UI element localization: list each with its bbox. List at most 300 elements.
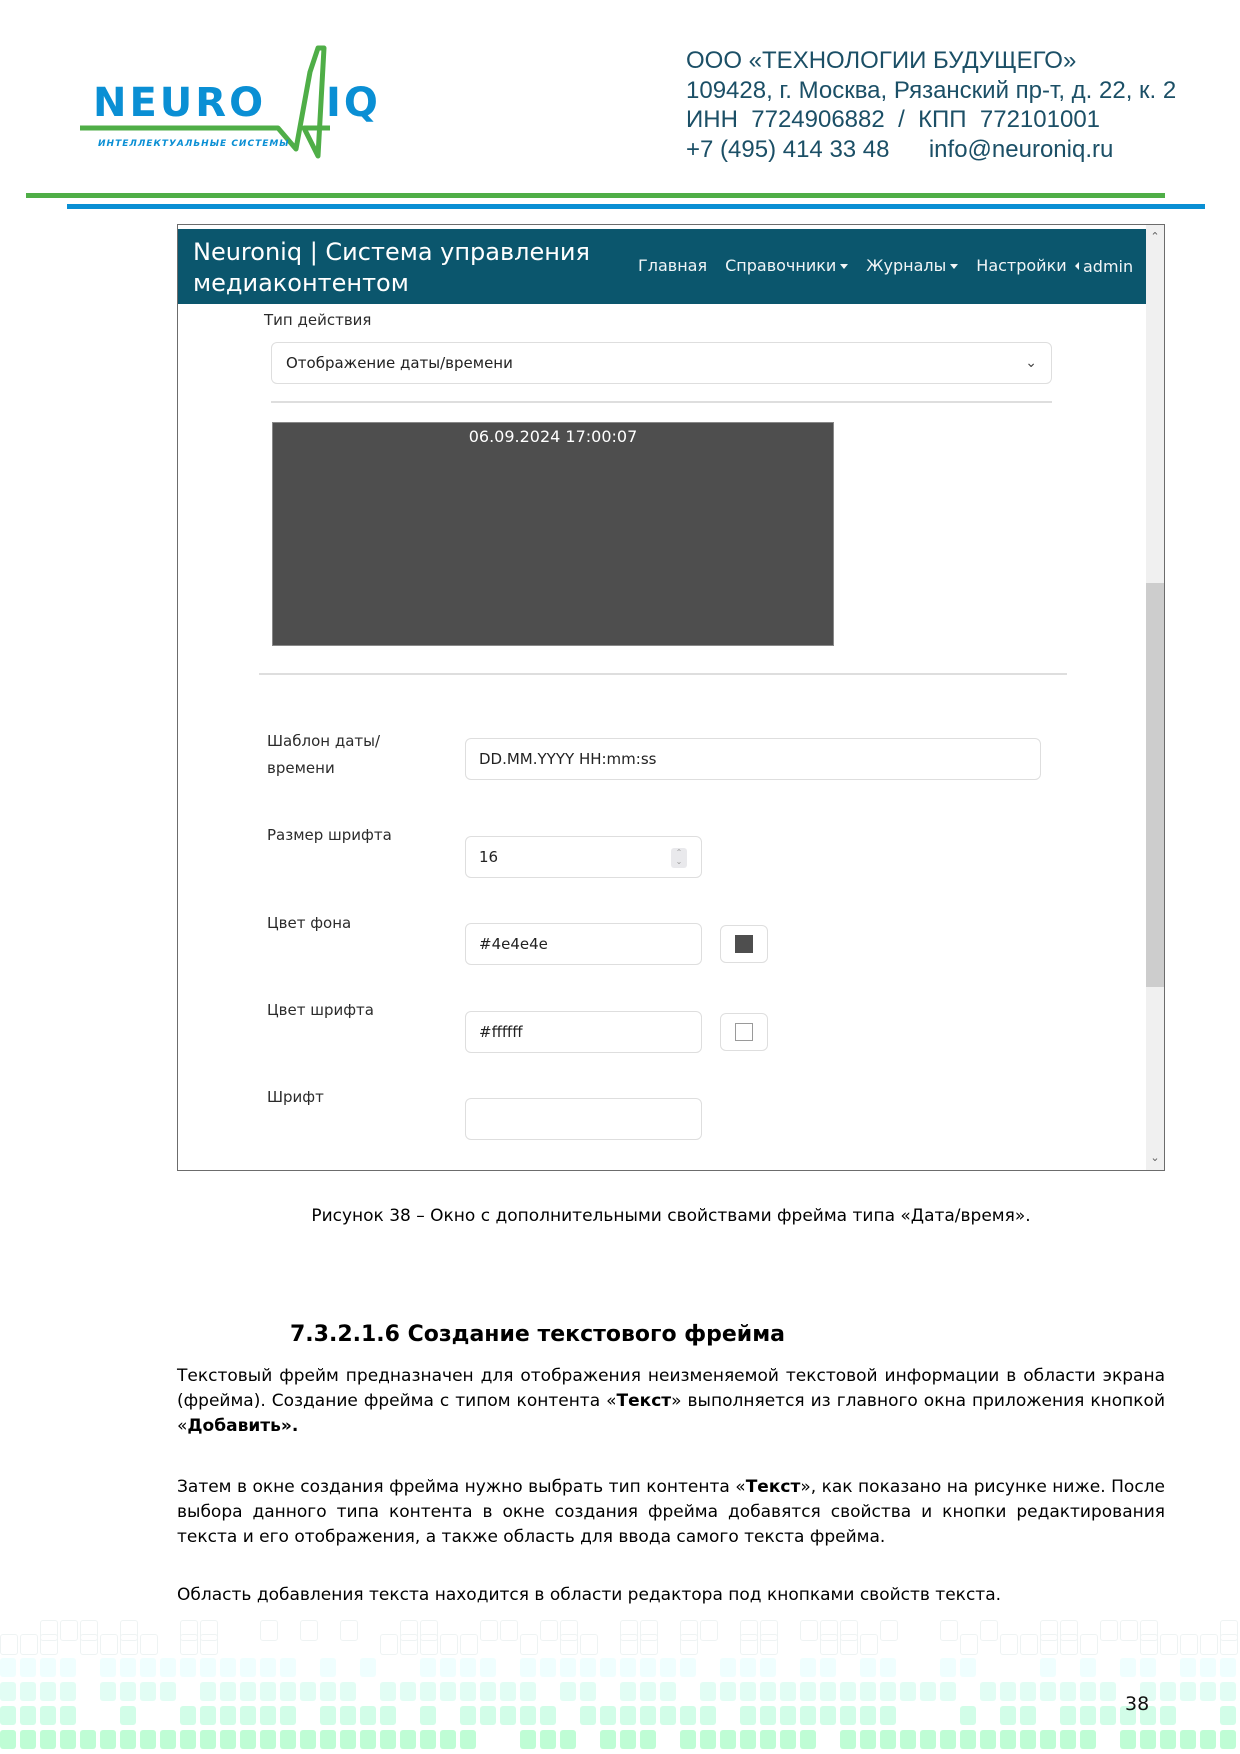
paragraph-1 xyxy=(177,1364,1165,1439)
app-title xyxy=(193,237,590,299)
footer-tile xyxy=(960,1706,976,1725)
footer-tile xyxy=(1040,1634,1058,1655)
footer-tile xyxy=(800,1620,818,1641)
footer-tile xyxy=(680,1634,698,1655)
footer-tile xyxy=(60,1620,78,1641)
footer-tile xyxy=(840,1634,858,1655)
footer-tile xyxy=(320,1706,336,1725)
footer-tile xyxy=(120,1682,136,1701)
footer-tile xyxy=(580,1706,596,1725)
footer-tile xyxy=(580,1658,596,1677)
company-contacts xyxy=(686,135,1176,165)
action-type-selected: Отображение даты/времени xyxy=(286,354,513,372)
footer-tile xyxy=(480,1620,498,1641)
footer-tile xyxy=(800,1730,816,1749)
footer-tile xyxy=(1120,1658,1136,1677)
footer-tile xyxy=(1200,1658,1216,1677)
footer-tile xyxy=(1160,1634,1178,1655)
footer-tile xyxy=(180,1634,198,1655)
footer-tile xyxy=(1060,1682,1076,1701)
footer-tile xyxy=(400,1634,418,1655)
text-run-bold: Текст xyxy=(745,1477,801,1497)
header-rule-green xyxy=(26,193,1165,198)
footer-tile xyxy=(1080,1706,1096,1725)
footer-tile xyxy=(0,1682,16,1701)
footer-tile xyxy=(780,1730,796,1749)
footer-tile xyxy=(760,1658,776,1677)
footer-tile xyxy=(20,1706,36,1725)
footer-tile xyxy=(300,1620,318,1641)
footer-tile xyxy=(340,1730,356,1749)
footer-tile xyxy=(80,1730,96,1749)
footer-tile xyxy=(220,1682,236,1701)
footer-tile xyxy=(40,1634,58,1655)
footer-tile xyxy=(520,1634,538,1655)
footer-tile xyxy=(720,1730,736,1749)
font-size-stepper[interactable] xyxy=(465,836,702,878)
footer-tile xyxy=(820,1706,836,1725)
bg-color-label: Цвет фона xyxy=(267,914,352,932)
footer-tile xyxy=(520,1730,536,1749)
footer-tile xyxy=(120,1634,138,1655)
footer-tile xyxy=(980,1730,996,1749)
footer-tile xyxy=(880,1620,898,1641)
footer-tile xyxy=(740,1706,756,1725)
footer-tile xyxy=(640,1730,656,1749)
footer-tile xyxy=(500,1620,518,1641)
footer-tile xyxy=(980,1620,998,1641)
footer-tile xyxy=(320,1730,336,1749)
nav-item-journals[interactable] xyxy=(866,256,958,275)
action-type-select[interactable] xyxy=(271,342,1052,384)
footer-tile xyxy=(280,1658,296,1677)
footer-tile xyxy=(380,1730,396,1749)
footer-tile xyxy=(1160,1730,1176,1749)
footer-tile xyxy=(440,1658,456,1677)
footer-tile xyxy=(480,1706,496,1725)
footer-tile xyxy=(680,1706,696,1725)
caret-down-icon xyxy=(950,264,958,269)
footer-tile xyxy=(720,1658,736,1677)
footer-tile xyxy=(620,1634,638,1655)
page-number: 38 xyxy=(1125,1693,1150,1715)
footer-tile xyxy=(1040,1658,1056,1677)
footer-tile xyxy=(620,1658,636,1677)
user-menu[interactable]: admin xyxy=(1083,257,1134,276)
footer-tile xyxy=(600,1706,616,1725)
footer-tile xyxy=(1220,1682,1236,1701)
footer-tile xyxy=(1200,1730,1216,1749)
footer-tile xyxy=(440,1682,456,1701)
footer-tile xyxy=(1220,1658,1236,1677)
footer-tile xyxy=(580,1634,598,1655)
footer-tile xyxy=(700,1682,716,1701)
footer-tile xyxy=(100,1634,118,1655)
footer-tile xyxy=(340,1620,358,1641)
nav-item-label: Настройки xyxy=(976,256,1067,275)
chevron-down-icon: ⌄ xyxy=(1025,355,1037,371)
header-rule-blue xyxy=(67,204,1205,209)
footer-tile xyxy=(580,1682,596,1701)
footer-tile xyxy=(680,1730,696,1749)
footer-tile xyxy=(640,1706,656,1725)
spin-buttons-icon[interactable]: ⌃ ⌄ xyxy=(671,848,687,868)
footer-tile xyxy=(160,1658,176,1677)
footer-tile xyxy=(680,1658,696,1677)
footer-tile xyxy=(200,1658,216,1677)
footer-tile xyxy=(380,1706,396,1725)
template-label-line1: Шаблон даты/ xyxy=(267,732,381,750)
footer-tile xyxy=(980,1682,996,1701)
bg-color-picker[interactable] xyxy=(720,925,768,963)
footer-tile xyxy=(1100,1620,1118,1641)
footer-tile xyxy=(1180,1730,1196,1749)
template-label xyxy=(267,728,380,782)
footer-tile xyxy=(400,1682,416,1701)
company-name: ООО «ТЕХНОЛОГИИ БУДУЩЕГО» xyxy=(686,47,1077,74)
footer-tile xyxy=(820,1658,836,1677)
scroll-up-icon[interactable]: ⌃ xyxy=(1150,230,1160,243)
footer-tile xyxy=(1120,1620,1138,1641)
footer-tile xyxy=(660,1706,676,1725)
footer-tile xyxy=(100,1730,116,1749)
footer-tile xyxy=(940,1730,956,1749)
footer-tile xyxy=(860,1730,876,1749)
footer-tile xyxy=(560,1682,576,1701)
font-color-input[interactable]: #ffffff xyxy=(465,1011,702,1053)
footer-tile xyxy=(640,1634,658,1655)
footer-tile xyxy=(460,1658,476,1677)
template-input[interactable]: DD.MM.YYYY HH:mm:ss xyxy=(465,738,1041,780)
nav-menu xyxy=(638,256,1087,275)
footer-tile xyxy=(460,1682,476,1701)
footer-tile xyxy=(240,1682,256,1701)
footer-tile xyxy=(860,1706,876,1725)
app-window xyxy=(177,224,1165,1171)
footer-tile xyxy=(1200,1634,1218,1655)
footer-tile xyxy=(740,1634,758,1655)
footer-tile xyxy=(920,1682,936,1701)
footer-tile xyxy=(1040,1682,1056,1701)
footer-tile xyxy=(420,1730,436,1749)
footer-tile xyxy=(540,1706,556,1725)
footer-tile xyxy=(1080,1730,1096,1749)
footer-tile xyxy=(1000,1730,1016,1749)
footer-tile xyxy=(0,1730,16,1749)
nav-item-label: Главная xyxy=(638,256,708,275)
scroll-down-icon[interactable]: ⌄ xyxy=(1150,1151,1160,1164)
footer-tile xyxy=(420,1682,436,1701)
paragraph-2 xyxy=(177,1475,1165,1550)
app-title-line2: медиаконтентом xyxy=(193,269,409,297)
footer-tile xyxy=(760,1682,776,1701)
footer-tile xyxy=(320,1658,336,1677)
footer-tile xyxy=(960,1658,976,1677)
footer-tile xyxy=(0,1634,18,1655)
footer-tile xyxy=(280,1706,296,1725)
footer-tile xyxy=(320,1682,336,1701)
scroll-thumb[interactable] xyxy=(1146,583,1164,987)
footer-tile xyxy=(120,1658,136,1677)
footer-tile xyxy=(880,1682,896,1701)
footer-tile xyxy=(120,1730,136,1749)
footer-tile xyxy=(640,1682,656,1701)
font-size-value: 16 xyxy=(479,848,499,866)
company-info xyxy=(686,46,1176,164)
footer-tile xyxy=(40,1658,56,1677)
footer-tile xyxy=(360,1658,376,1677)
footer-tile xyxy=(440,1730,456,1749)
color-swatch-dark xyxy=(735,935,753,953)
preview-datetime: 06.09.2024 17:00:07 xyxy=(468,427,638,446)
footer-tile xyxy=(940,1682,956,1701)
footer-tile xyxy=(200,1682,216,1701)
footer-tile xyxy=(140,1634,158,1655)
footer-tile xyxy=(220,1706,236,1725)
footer-tile xyxy=(1020,1706,1036,1725)
font-color-picker[interactable] xyxy=(720,1013,768,1051)
action-type-label: Тип действия xyxy=(264,311,372,329)
footer-tile xyxy=(700,1706,716,1725)
footer-tile xyxy=(1020,1730,1036,1749)
footer-tile xyxy=(60,1682,76,1701)
footer-tile xyxy=(1020,1634,1038,1655)
footer-tile xyxy=(1100,1706,1116,1725)
footer-tile xyxy=(820,1634,838,1655)
footer-tile xyxy=(240,1706,256,1725)
footer-tile xyxy=(480,1682,496,1701)
footer-tile xyxy=(1080,1682,1096,1701)
footer-tile xyxy=(620,1682,636,1701)
footer-tile xyxy=(260,1620,278,1641)
footer-tile xyxy=(460,1706,476,1725)
footer-tile xyxy=(1140,1658,1156,1677)
frame-preview xyxy=(272,422,834,646)
footer-tile xyxy=(1060,1634,1078,1655)
footer-tile xyxy=(140,1682,156,1701)
footer-tile xyxy=(0,1658,16,1677)
footer-tile xyxy=(920,1730,936,1749)
nav-item-references[interactable] xyxy=(725,256,848,275)
footer-tile xyxy=(880,1730,896,1749)
footer-tile xyxy=(760,1634,778,1655)
footer-tile xyxy=(860,1682,876,1701)
footer-tile xyxy=(160,1682,176,1701)
paragraph-3: Область добавления текста находится в области редактора под кнопками свойств текста. xyxy=(177,1585,1002,1605)
footer-tile xyxy=(1060,1730,1076,1749)
footer-tile xyxy=(540,1730,556,1749)
footer-tile xyxy=(740,1730,756,1749)
footer-tile xyxy=(340,1706,356,1725)
footer-tile xyxy=(1020,1682,1036,1701)
footer-tile xyxy=(840,1682,856,1701)
caret-down-icon xyxy=(840,264,848,269)
footer-tile xyxy=(780,1682,796,1701)
footer-tile xyxy=(260,1706,276,1725)
footer-tile xyxy=(460,1634,478,1655)
footer-tile xyxy=(20,1658,36,1677)
footer-tile xyxy=(960,1634,978,1655)
footer-tile xyxy=(20,1682,36,1701)
footer-tile xyxy=(200,1706,216,1725)
footer-tile xyxy=(0,1706,16,1725)
company-email: info@neuroniq.ru xyxy=(928,135,1114,163)
footer-tile xyxy=(560,1658,576,1677)
footer-tile xyxy=(1160,1706,1176,1725)
footer-tile xyxy=(1200,1682,1216,1701)
footer-tile xyxy=(780,1706,796,1725)
footer-tile xyxy=(240,1730,256,1749)
figure-caption: Рисунок 38 – Окно с дополнительными свойствами фрейма типа «Дата/время». xyxy=(311,1206,1031,1226)
footer-tile xyxy=(860,1658,876,1677)
footer-tile xyxy=(40,1682,56,1701)
footer-tile xyxy=(420,1706,436,1725)
company-address: 109428, г. Москва, Рязанский пр-т, д. 22, к. 2 xyxy=(686,76,1177,104)
footer-tile xyxy=(80,1634,98,1655)
footer-tile xyxy=(1120,1730,1136,1749)
footer-tile xyxy=(1080,1658,1096,1677)
footer-pattern xyxy=(0,1620,1240,1754)
footer-tile xyxy=(1080,1634,1098,1655)
footer-tile xyxy=(500,1706,516,1725)
footer-tile xyxy=(1000,1682,1016,1701)
font-color-label: Цвет шрифта xyxy=(267,1001,374,1019)
footer-tile xyxy=(560,1730,576,1749)
footer-tile xyxy=(760,1730,776,1749)
footer-tile xyxy=(100,1682,116,1701)
footer-tile xyxy=(480,1658,496,1677)
text-run: » выполняется из главного окна приложения кнопкой « xyxy=(177,1391,1165,1436)
footer-tile xyxy=(60,1658,76,1677)
footer-tile xyxy=(600,1730,616,1749)
footer-tile xyxy=(700,1620,718,1641)
footer-tile xyxy=(400,1730,416,1749)
company-phone: +7 (495) 414 33 48 xyxy=(686,135,890,163)
divider xyxy=(271,401,1052,403)
footer-tile xyxy=(120,1706,136,1725)
footer-tile xyxy=(20,1634,38,1655)
footer-tile xyxy=(500,1682,516,1701)
svg-text:IQ: IQ xyxy=(326,80,381,126)
footer-tile xyxy=(1160,1682,1176,1701)
footer-tile xyxy=(420,1658,436,1677)
footer-tile xyxy=(760,1706,776,1725)
footer-tile xyxy=(1140,1634,1158,1655)
footer-tile xyxy=(380,1634,398,1655)
footer-tile xyxy=(800,1682,816,1701)
footer-tile xyxy=(940,1658,956,1677)
footer-tile xyxy=(1040,1730,1056,1749)
footer-tile xyxy=(40,1706,56,1725)
footer-tile xyxy=(160,1730,176,1749)
font-size-label: Размер шрифта xyxy=(267,826,392,844)
color-swatch-white xyxy=(735,1023,753,1041)
footer-tile xyxy=(460,1730,476,1749)
footer-tile xyxy=(60,1730,76,1749)
footer-tile xyxy=(1060,1706,1076,1725)
footer-tile xyxy=(260,1730,276,1749)
svg-text:NEURO: NEURO xyxy=(93,80,267,126)
footer-tile xyxy=(800,1706,816,1725)
footer-tile xyxy=(1000,1706,1016,1725)
footer-tile xyxy=(200,1730,216,1749)
footer-tile xyxy=(260,1682,276,1701)
footer-tile xyxy=(40,1730,56,1749)
text-run: Затем в окне создания фрейма нужно выбрать тип контента « xyxy=(177,1477,746,1497)
footer-tile xyxy=(20,1730,36,1749)
nav-item-label: Журналы xyxy=(866,256,947,275)
footer-tile xyxy=(540,1658,556,1677)
bg-color-input[interactable]: #4e4e4e xyxy=(465,923,702,965)
font-input[interactable] xyxy=(465,1098,702,1140)
text-run: », как показано на рисунке ниже. После выбора данного типа контента в окне создания фрейма добавятся свойства и кнопки редактирования текста и его отображения, а также область для ввода самого текста фрейма. xyxy=(177,1477,1165,1547)
footer-tile xyxy=(1220,1730,1236,1749)
footer-tile xyxy=(720,1682,736,1701)
footer-tile xyxy=(1180,1658,1196,1677)
footer-tile xyxy=(620,1706,636,1725)
caret-left-icon xyxy=(1075,262,1079,270)
nav-item-home[interactable] xyxy=(638,256,707,275)
footer-tile xyxy=(300,1682,316,1701)
footer-tile xyxy=(440,1634,458,1655)
footer-tile xyxy=(360,1730,376,1749)
footer-tile xyxy=(420,1634,438,1655)
footer-tile xyxy=(840,1730,856,1749)
footer-tile xyxy=(800,1658,816,1677)
text-run: Текстовый фрейм предназначен для отображения неизменяемой текстовой информации в области экрана (фрейма). Создание фрейма с типом контента « xyxy=(177,1366,1165,1411)
svg-text:ИНТЕЛЛЕКТУАЛЬНЫЕ СИСТЕМЫ: ИНТЕЛЛЕКТУАЛЬНЫЕ СИСТЕМЫ xyxy=(98,139,290,149)
nav-item-settings[interactable] xyxy=(976,256,1066,275)
footer-tile xyxy=(600,1658,616,1677)
text-run-bold: Текст xyxy=(616,1391,672,1411)
footer-tile xyxy=(560,1634,578,1655)
footer-tile xyxy=(100,1658,116,1677)
footer-tile xyxy=(900,1682,916,1701)
footer-tile xyxy=(360,1706,376,1725)
footer-tile xyxy=(1180,1682,1196,1701)
navbar xyxy=(178,229,1146,304)
footer-tile xyxy=(540,1620,558,1641)
divider xyxy=(259,673,1067,675)
footer-tile xyxy=(220,1658,236,1677)
footer-tile xyxy=(700,1730,716,1749)
text-run-bold: Добавить». xyxy=(187,1416,299,1436)
footer-tile xyxy=(180,1706,196,1725)
font-label: Шрифт xyxy=(267,1088,324,1106)
footer-tile xyxy=(1180,1634,1198,1655)
footer-tile xyxy=(340,1682,356,1701)
footer-tile xyxy=(660,1658,676,1677)
footer-tile xyxy=(140,1730,156,1749)
footer-tile xyxy=(520,1658,536,1677)
footer-tile xyxy=(200,1634,218,1655)
footer-tile xyxy=(960,1730,976,1749)
footer-tile xyxy=(240,1658,256,1677)
footer-tile xyxy=(220,1730,236,1749)
footer-tile xyxy=(660,1682,676,1701)
footer-tile xyxy=(520,1682,536,1701)
footer-tile xyxy=(300,1730,316,1749)
footer-tile xyxy=(740,1658,756,1677)
footer-tile xyxy=(1000,1634,1018,1655)
neuroniq-logo xyxy=(78,44,408,159)
footer-tile xyxy=(880,1658,896,1677)
footer-tile xyxy=(260,1658,276,1677)
nav-item-label: Справочники xyxy=(725,256,837,275)
footer-tile xyxy=(140,1658,156,1677)
scrollbar[interactable] xyxy=(1146,225,1164,1170)
footer-tile xyxy=(740,1682,756,1701)
